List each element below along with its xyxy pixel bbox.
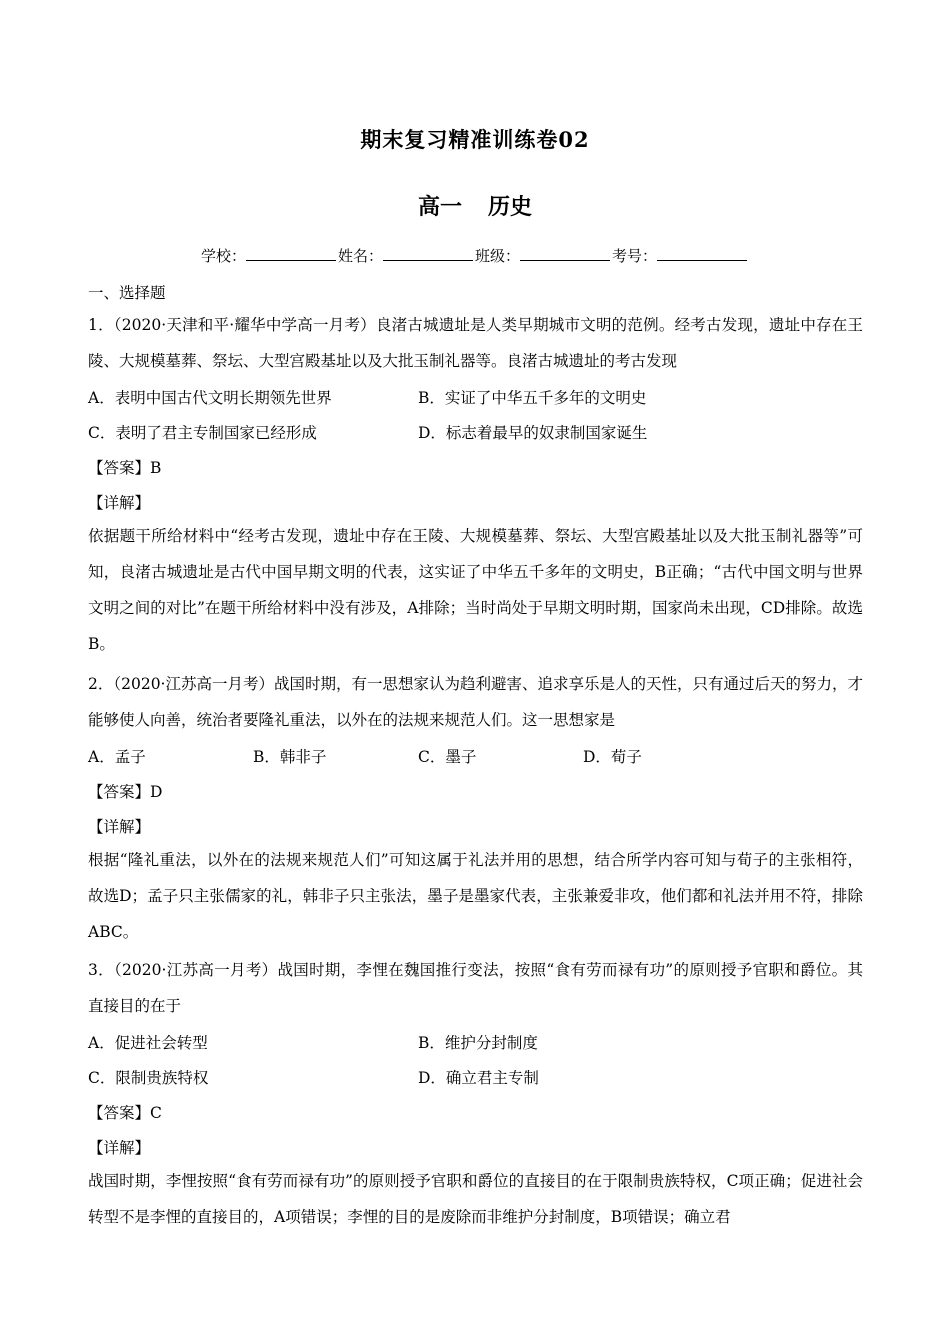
question-1-option-a: A．表明中国古代文明长期领先世界 xyxy=(88,389,332,407)
student-info-line xyxy=(0,245,950,266)
question-2-answer: 【答案】D xyxy=(88,783,163,801)
question-3-detail-label: 【详解】 xyxy=(88,1139,151,1157)
school-label: 学校： xyxy=(200,247,246,265)
question-2-detail-label: 【详解】 xyxy=(88,818,151,836)
name-blank[interactable] xyxy=(383,246,473,261)
question-3-stem: 3．（2020·江苏高一月考）战国时期，李悝在魏国推行变法，按照“食有劳而禄有功”的原则授予官职和爵位。其直接目的在于 xyxy=(88,961,863,1015)
question-1-option-b: B．实证了中华五千多年的文明史 xyxy=(418,389,647,407)
subject-label: 历史 xyxy=(488,194,533,220)
question-1-option-d: D．标志着最早的奴隶制国家诞生 xyxy=(418,424,648,442)
question-3-detail: 战国时期，李悝按照“食有劳而禄有功”的原则授予官职和爵位的直接目的在于限制贵族特权，C项正确；促进社会转型不是李悝的直接目的，A项错误；李悝的目的是废除而非维护分封制度，B项错误；确立君 xyxy=(88,1172,863,1226)
question-2-option-c: C．墨子 xyxy=(418,748,477,766)
name-label: 姓名： xyxy=(337,247,383,265)
exam-number-blank[interactable] xyxy=(657,246,747,261)
question-3-option-d: D．确立君主专制 xyxy=(418,1069,539,1087)
question-3-option-b: B．维护分封制度 xyxy=(418,1034,538,1052)
question-1-stem: 1．（2020·天津和平·耀华中学高一月考）良渚古城遗址是人类早期城市文明的范例。经考古发现，遗址中存在王陵、大规模墓葬、祭坛、大型宫殿基址以及大批玉制礼器等。良渚古城遗址的考古发现 xyxy=(88,316,863,370)
class-label: 班级： xyxy=(475,247,521,265)
question-2-option-a: A．孟子 xyxy=(88,748,146,766)
page-title: 期末复习精准训练卷02 xyxy=(360,127,590,152)
question-2-detail: 根据“隆礼重法，以外在的法规来规范人们”可知这属于礼法并用的思想，结合所学内容可知与荀子的主张相符，故选D；孟子只主张儒家的礼，韩非子只主张法，墨子是墨家代表，主张兼爱非攻，他们都和礼法并用不符，排除ABC。 xyxy=(88,851,863,941)
question-1-detail: 依据题干所给材料中“经考古发现，遗址中存在王陵、大规模墓葬、祭坛、大型宫殿基址以及大批玉制礼器等”可知，良渚古城遗址是古代中国早期文明的代表，这实证了中华五千多年的文明史，B正确；“古代中国文明与世界文明之间的对比”在题干所给材料中没有涉及，A排除；当时尚处于早期文明时期，国家尚未出现，CD排除。故选B。 xyxy=(88,527,863,653)
question-1-detail-label: 【详解】 xyxy=(88,494,151,512)
subject-heading xyxy=(0,190,950,221)
question-2-stem: 2．（2020·江苏高一月考）战国时期，有一思想家认为趋利避害、追求享乐是人的天性，只有通过后天的努力，才能够使人向善，统治者要隆礼重法，以外在的法规来规范人们。这一思想家是 xyxy=(88,675,863,729)
section-heading: 一、选择题 xyxy=(88,284,166,302)
question-2-option-b: B．韩非子 xyxy=(253,748,327,766)
question-1-option-c: C．表明了君主专制国家已经形成 xyxy=(88,424,317,442)
grade-label: 高一 xyxy=(417,194,462,220)
question-3-option-a: A．促进社会转型 xyxy=(88,1034,208,1052)
question-2-option-d: D．荀子 xyxy=(583,748,642,766)
question-3-option-c: C．限制贵族特权 xyxy=(88,1069,209,1087)
class-blank[interactable] xyxy=(520,246,610,261)
question-3-answer: 【答案】C xyxy=(88,1104,162,1122)
question-1-answer: 【答案】B xyxy=(88,459,162,477)
school-blank[interactable] xyxy=(246,246,336,261)
exam-number-label: 考号： xyxy=(612,247,658,265)
